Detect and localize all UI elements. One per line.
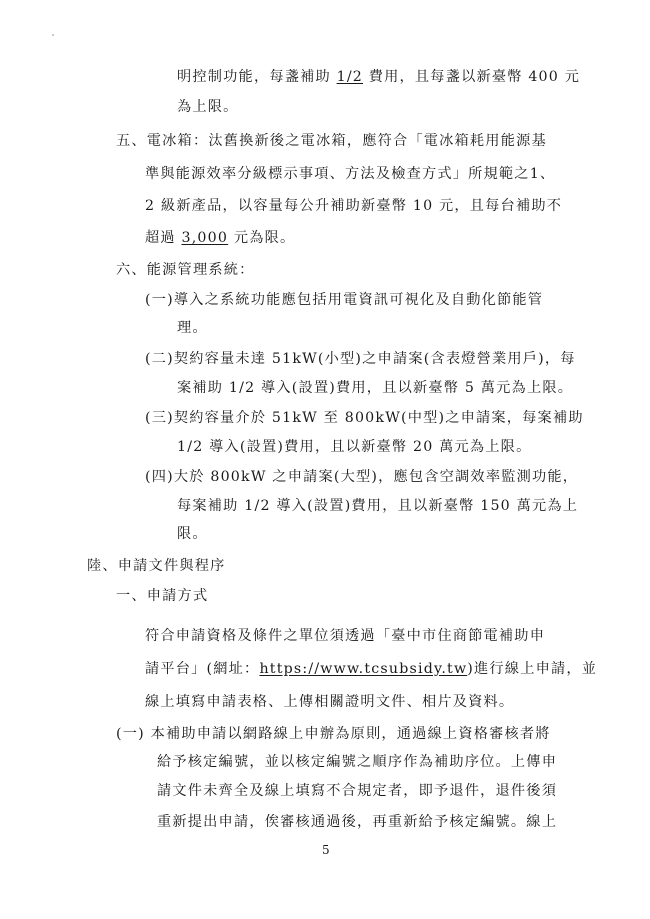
text-line-14: (四)大於 800kW 之申請案(大型)，應包含空調效率監測功能，: [145, 469, 579, 485]
url-link[interactable]: https://www.tcsubsidy.tw: [259, 661, 468, 677]
chapter-heading: 陸、申請文件與程序: [87, 558, 226, 574]
text-line-10: (二)契約容量未達 51kW(小型)之申請案(含表燈營業用戶)，每: [145, 351, 576, 367]
text-line-15: 每案補助 1/2 導入(設置)費用，且以新臺幣 150 萬元為上: [177, 498, 579, 514]
text-line-11: 案補助 1/2 導入(設置)費用，且以新臺幣 5 萬元為上限。: [177, 380, 574, 396]
text-line-1: 明控制功能，每盞補助 1/2 費用，且每盞以新臺幣 400 元: [177, 69, 581, 85]
text-line-24: 請文件未齊全及線上填寫不合規定者，即予退件，退件後須: [157, 783, 558, 799]
section-six-heading: 六、能源管理系統：: [116, 262, 255, 278]
text-line-16: 限。: [177, 526, 208, 542]
text-line-12: (三)契約容量介於 51kW 至 800kW(中型)之申請案，每案補助: [145, 410, 584, 426]
page-number: 5: [322, 843, 330, 857]
text-line-20: 請平台」(網址：https://www.tcsubsidy.tw)進行線上申請，並: [145, 661, 598, 677]
text-line-9: 理。: [177, 320, 208, 336]
section-five-heading: 五、電冰箱：汰舊換新後之電冰箱，應符合「電冰箱耗用能源基: [116, 133, 547, 149]
text-line-19: 符合申請資格及條件之單位須透過「臺中市住商節電補助申: [145, 628, 546, 644]
text-line-8: (一)導入之系統功能應包括用電資訊可視化及自動化節能管: [145, 292, 544, 308]
text-line-23: 給予核定編號，並以核定編號之順序作為補助序位。上傳申: [157, 754, 558, 770]
subsection-one-heading: 一、申請方式: [116, 588, 209, 604]
text-line-6: 超過 3,000 元為限。: [145, 230, 296, 246]
text-line-5: 2 級新產品，以容量每公升補助新臺幣 10 元，且每台補助不: [145, 198, 563, 214]
text-line-22: (一) 本補助申請以網路線上申辦為原則，通過線上資格審核者將: [116, 726, 551, 742]
text-line-4: 準與能源效率分級標示事項、方法及檢查方式」所規範之1、: [145, 166, 556, 182]
text-line-25: 重新提出申請，俟審核通過後，再重新給予核定編號。線上: [157, 814, 558, 830]
text-line-13: 1/2 導入(設置)費用，且以新臺幣 20 萬元為上限。: [177, 439, 532, 455]
text-line-21: 線上填寫申請表格、上傳相關證明文件、相片及資料。: [145, 694, 515, 710]
scan-speck: [52, 34, 54, 36]
text-line-2: 為上限。: [177, 99, 239, 115]
